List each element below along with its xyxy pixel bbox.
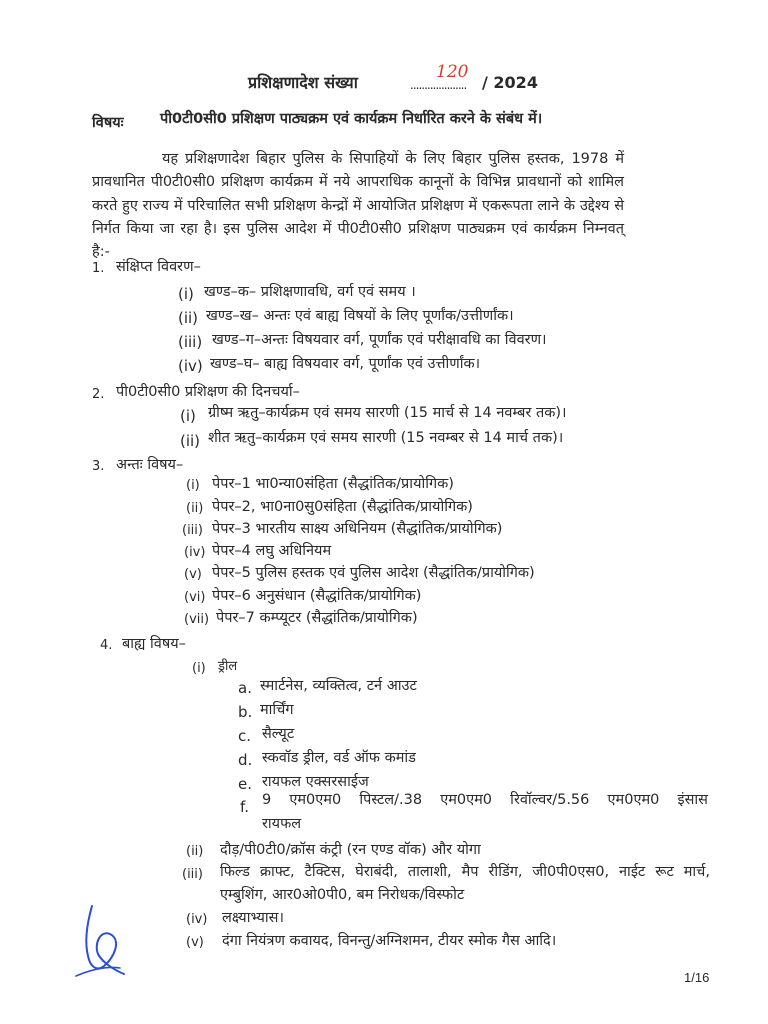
list-item: पेपर–4 लघु अधिनियम — [212, 543, 332, 559]
intro-paragraph — [92, 148, 624, 264]
list-item: पेपर–7 कम्प्यूटर (सैद्धांतिक/प्रायोगिक) — [216, 610, 418, 626]
drill-item-marker: a. — [238, 679, 252, 697]
list-item-marker: (ii) — [186, 844, 204, 859]
list-item: शीत ऋतु–कार्यक्रम एवं समय सारणी (15 नवम्बर से 14 मार्च तक)। — [208, 430, 564, 446]
drill-item-marker: e. — [238, 775, 252, 793]
list-item: पेपर–1 भा0न्या0संहिता (सैद्धांतिक/प्रायोगिक) — [212, 476, 454, 492]
list-item-marker: (v) — [184, 567, 202, 582]
list-item: खण्ड–ख– अन्तः एवं बाह्य विषयों के लिए पूर्णांक/उत्तीर्णांक। — [206, 308, 514, 324]
list-item-marker: (iv) — [184, 545, 206, 560]
list-item-marker: (iv) — [178, 357, 203, 375]
list-item: लक्ष्याभ्यास। — [222, 910, 284, 926]
drill-item: स्कवॉड ड्रील, वर्ड ऑफ कमांड — [262, 750, 416, 766]
drill-item: स्मार्टनेस, व्यक्तित्व, टर्न आउट — [260, 678, 417, 694]
page-number: 1/16 — [684, 970, 710, 985]
list-item: खण्ड–ग–अन्तः विषयवार वर्ग, पूर्णांक एवं परीक्षावधि का विवरण। — [212, 332, 547, 348]
list-item-marker: (vii) — [184, 612, 210, 627]
list-item-marker: (i) — [192, 661, 206, 676]
handwritten-order-number: 120 — [436, 62, 469, 82]
drill-label: ड्रील — [218, 659, 238, 674]
drill-item-marker: b. — [238, 703, 253, 721]
list-item: पेपर–2, भा0ना0सु0संहिता (सैद्धांतिक/प्रायोगिक) — [212, 499, 473, 515]
section-2-title: पी0टी0सी0 प्रशिक्षण की दिनचर्या– — [116, 384, 300, 400]
section-1-title: संक्षिप्त विवरण– — [116, 259, 201, 275]
list-item: पेपर–3 भारतीय साक्ष्य अधिनियम (सैद्धांतिक/प्रायोगिक) — [212, 521, 503, 537]
list-item: दौड़/पी0टी0/क्रॉस कंट्री (रन एण्ड वॉक) और योगा — [220, 842, 481, 858]
section-3-number: 3. — [92, 459, 105, 474]
list-item: खण्ड–क– प्रशिक्षणावधि, वर्ग एवं समय । — [204, 284, 416, 300]
drill-item: सैल्यूट — [262, 726, 295, 742]
list-item: ग्रीष्म ऋतु–कार्यक्रम एवं समय सारणी (15 मार्च से 14 नवम्बर तक)। — [208, 405, 567, 421]
list-item-marker: (iii) — [182, 867, 203, 882]
list-item-marker: (iv) — [186, 912, 208, 927]
drill-item-marker: d. — [238, 751, 253, 769]
drill-item-continuation: रायफल — [262, 816, 302, 832]
list-item-marker: (v) — [186, 935, 204, 950]
list-item-marker: (iii) — [182, 523, 203, 538]
section-4-title: बाह्य विषय– — [122, 636, 186, 652]
list-item: पेपर–6 अनुसंधान (सैद्धांतिक/प्रायोगिक) — [212, 588, 422, 604]
drill-item: 9 एम0एम0 पिस्टल/.38 एम0एम0 रिवॉल्वर/5.56 एम0एम0 इंसास — [262, 792, 708, 808]
drill-item-marker: c. — [238, 727, 252, 745]
section-3-title: अन्तः विषय– — [116, 457, 184, 473]
subject-label: विषयः — [92, 115, 124, 131]
handwritten-signature — [70, 900, 130, 980]
intro-text: यह प्रशिक्षणादेश बिहार पुलिस के सिपाहियों के लिए बिहार पुलिस हस्तक, 1978 में प्रावधानित पी0टी0सी0 प्रशिक्षण कार्यक्रम में नये आपराधिक कानूनों के विभिन्न प्रावधानों को शामिल करते हुए राज्य में परिचालित सभी प्रशिक्षण केन्द्रों में आयोजित प्रशिक्षण में एकरूपता लाने के उद्देश्य से निर्गत किया जा रहा है। इस पुलिस आदेश में पी0टी0सी0 प्रशिक्षण पाठ्यक्रम एवं कार्यक्रम निम्नवत् है:- — [92, 151, 624, 261]
order-title: प्रशिक्षणादेश संख्या — [248, 73, 358, 92]
drill-item: रायफल एक्सरसाईज — [262, 774, 369, 790]
list-item-marker: (i) — [186, 478, 200, 493]
list-item-marker: (ii) — [180, 432, 201, 450]
section-2-number: 2. — [92, 387, 105, 402]
list-item: खण्ड–घ– बाह्य विषयवार वर्ग, पूर्णांक एवं उत्तीर्णांक। — [210, 356, 481, 372]
title-dots: .................... — [410, 78, 467, 92]
section-1-number: 1. — [92, 261, 105, 276]
order-year: / 2024 — [482, 73, 538, 92]
list-item-marker: (ii) — [178, 309, 199, 327]
list-item-marker: (iii) — [178, 333, 203, 351]
list-item: फिल्ड क्राफ्ट, टैक्टिस, घेराबंदी, तालाशी, मैप रीडिंग, जी0पी0एस0, नाईट रूट मार्च, — [220, 864, 710, 880]
section-4-number: 4. — [100, 638, 113, 653]
subject-text: पी0टी0सी0 प्रशिक्षण पाठ्यक्रम एवं कार्यक्रम निर्धारित करने के संबंध में। — [160, 111, 543, 127]
list-item-continuation: एम्बुशिंग, आर0ओ0पी0, बम निरोधक/विस्फोट — [220, 887, 465, 903]
list-item-marker: (vi) — [184, 590, 206, 605]
drill-item-marker: f. — [240, 798, 249, 816]
drill-item: मार्चिंग — [260, 702, 294, 718]
list-item: दंगा नियंत्रण कवायद, विनन्तु/अग्निशमन, टीयर स्मोक गैस आदि। — [222, 933, 557, 949]
list-item-marker: (i) — [178, 285, 194, 303]
list-item-marker: (ii) — [186, 501, 204, 516]
list-item-marker: (i) — [180, 407, 196, 425]
list-item: पेपर–5 पुलिस हस्तक एवं पुलिस आदेश (सैद्धांतिक/प्रायोगिक) — [212, 565, 535, 581]
